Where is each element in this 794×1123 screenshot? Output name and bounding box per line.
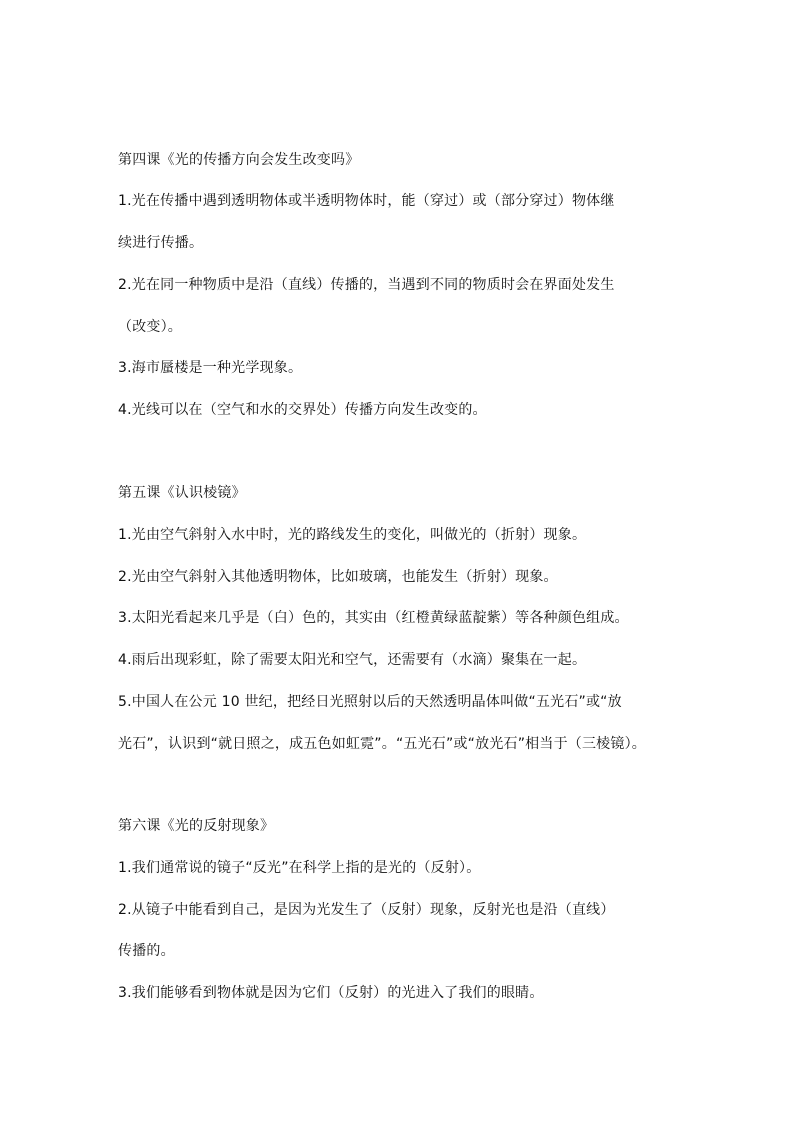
paragraph-line: 5.中国人在公元 10 世纪，把经日光照射以后的天然透明晶体叫做“五光石”或“放 [118, 694, 622, 710]
paragraph-line: （改变）。 [118, 319, 182, 335]
paragraph-line: 1.光在传播中遇到透明物体或半透明物体时，能（穿过）或（部分穿过）物体继 [118, 193, 615, 209]
paragraph-line: 2.从镜子中能看到自己，是因为光发生了（反射）现象，反射光也是沿（直线） [118, 902, 615, 918]
paragraph-line: 3.太阳光看起来几乎是（白）色的，其实由（红橙黄绿蓝靛紫）等各种颜色组成。 [118, 610, 629, 626]
paragraph-line: 传播的。 [118, 943, 175, 959]
paragraph-line: 4.光线可以在（空气和水的交界处）传播方向发生改变的。 [118, 402, 487, 418]
paragraph-line: 3.我们能够看到物体就是因为它们（反射）的光进入了我们的眼睛。 [118, 985, 544, 1001]
section-title-lesson-4: 第四课《光的传播方向会发生改变吗》 [118, 152, 360, 168]
paragraph-line: 1.我们通常说的镜子“反光”在科学上指的是光的（反射）。 [118, 860, 481, 876]
paragraph-line: 3.海市蜃楼是一种光学现象。 [118, 360, 303, 376]
paragraph-line: 续进行传播。 [118, 235, 204, 251]
section-title-lesson-6: 第六课《光的反射现象》 [118, 818, 275, 834]
paragraph-line: 光石”，认识到“就日照之，成五色如虹霓”。“五光石”或“放光石”相当于（三棱镜）。 [118, 736, 646, 752]
paragraph-line: 2.光在同一种物质中是沿（直线）传播的，当遇到不同的物质时会在界面处发生 [118, 277, 615, 293]
paragraph-line: 2.光由空气斜射入其他透明物体，比如玻璃，也能发生（折射）现象。 [118, 569, 558, 585]
section-title-lesson-5: 第五课《认识棱镜》 [118, 485, 246, 501]
paragraph-line: 4.雨后出现彩虹，除了需要太阳光和空气，还需要有（水滴）聚集在一起。 [118, 652, 587, 668]
paragraph-line: 1.光由空气斜射入水中时，光的路线发生的变化，叫做光的（折射）现象。 [118, 527, 587, 543]
